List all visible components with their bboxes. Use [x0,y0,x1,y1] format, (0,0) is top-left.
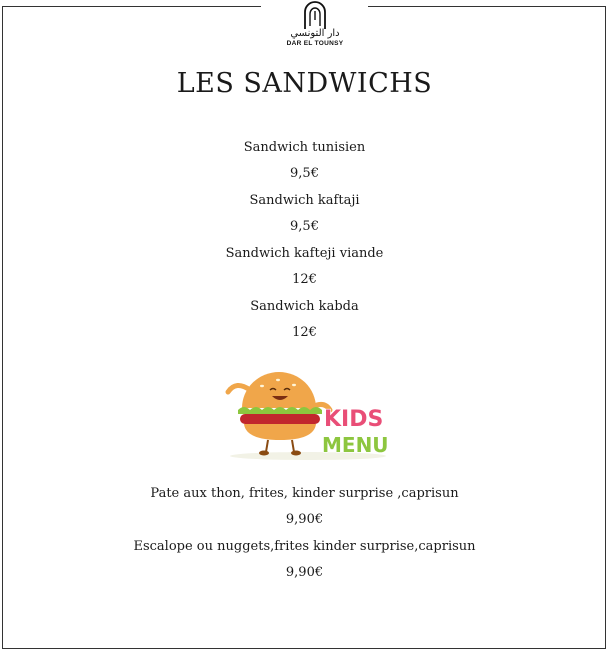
kids-menu-item-name: Pate aux thon, frites, kinder surprise ,caprisun [150,486,459,501]
menu-item [0,137,609,190]
kids-menu-item [0,536,609,589]
page-title: LES SANDWICHS [176,68,433,99]
menu-item-name: Sandwich kabda [250,299,359,314]
sandwich-list [0,137,609,349]
kids-menu-item-price: 9,90€ [285,512,324,527]
menu-item-name: Sandwich kaftaji [249,193,360,208]
logo-arabic-text: دار التونسي [290,28,340,39]
kids-menu-item [0,483,609,536]
menu-item [0,190,609,243]
menu-item-name: Sandwich kafteji viande [225,246,384,261]
kids-menu-badge-line2: MENU [322,433,389,457]
arch-logo-icon [302,0,328,30]
frame-top-line-right [368,6,606,7]
burger-mascot-icon [228,372,330,456]
menu-item-price: 9,5€ [290,219,319,234]
menu-item-name: Sandwich tunisien [243,140,366,155]
kids-menu-illustration [222,368,394,464]
menu-item-price: 12€ [292,272,317,287]
restaurant-logo [270,0,360,60]
menu-item [0,296,609,349]
logo-brand-text: DAR EL TOUNSY [286,40,344,47]
kids-menu-item-price: 9,90€ [285,565,324,580]
menu-item-price: 12€ [292,325,317,340]
kids-menu-list [0,483,609,589]
menu-item-price: 9,5€ [290,166,319,181]
kids-menu-item-name: Escalope ou nuggets,frites kinder surprise,caprisun [133,539,476,554]
menu-item [0,243,609,296]
kids-menu-badge-line1: KIDS [324,407,384,432]
kids-menu-badge [322,407,389,457]
frame-top-line-left [2,6,261,7]
